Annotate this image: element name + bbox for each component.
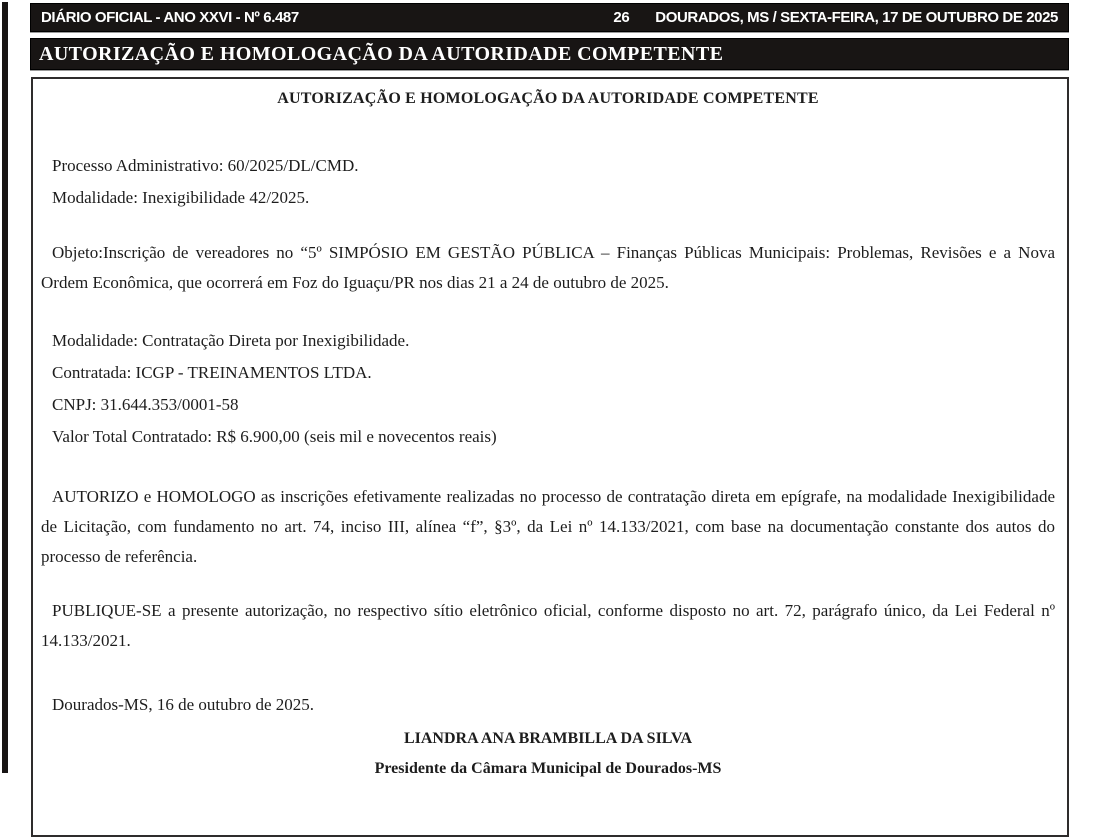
- authorization-paragraph: AUTORIZO e HOMOLOGO as inscrições efetivamente realizadas no processo de contratação direta em epígrafe, na modalidade Inexigibilidade de Licitação, com fundamento no art. 74, inciso III, alínea “f”, §3º, da Lei nº 14.133/2021, com base na documentação constante dos autos do processo de referência.: [41, 487, 1055, 566]
- modality-line: Modalidade: Inexigibilidade 42/2025.: [52, 188, 310, 207]
- section-header-title: AUTORIZAÇÃO E HOMOLOGAÇÃO DA AUTORIDADE COMPETENTE: [39, 42, 724, 65]
- document-box: [31, 77, 1069, 837]
- contractor-line: Contratada: ICGP - TREINAMENTOS LTDA.: [52, 363, 372, 382]
- masthead-right-group: [613, 9, 1058, 26]
- cnpj-line: CNPJ: 31.644.353/0001-58: [52, 395, 239, 414]
- total-value-line: Valor Total Contratado: R$ 6.900,00 (seis mil e novecentos reais): [52, 427, 497, 446]
- contract-modality-line: Modalidade: Contratação Direta por Inexigibilidade.: [52, 331, 410, 350]
- signature-title: Presidente da Câmara Municipal de Dourados-MS: [374, 760, 722, 777]
- publication-paragraph: PUBLIQUE-SE a presente autorização, no respectivo sítio eletrônico oficial, conforme disposto no art. 72, parágrafo único, da Lei Federal nº 14.133/2021.: [41, 601, 1055, 650]
- masthead-title: DIÁRIO OFICIAL - ANO XXVI - Nº 6.487: [41, 9, 299, 26]
- page-number: 26: [613, 9, 630, 26]
- section-header-bar: [30, 38, 1069, 70]
- signature-name: LIANDRA ANA BRAMBILLA DA SILVA: [403, 730, 693, 747]
- process-number-line: Processo Administrativo: 60/2025/DL/CMD.: [52, 156, 359, 175]
- masthead-bar: [30, 3, 1069, 32]
- object-paragraph: Objeto:Inscrição de vereadores no “5º SIMPÓSIO EM GESTÃO PÚBLICA – Finanças Públicas Municipais: Problemas, Revisões e a Nova Ordem Econômica, que ocorrerá em Foz do Iguaçu/PR nos dias 21 a 24 de outubro de 2025.: [41, 243, 1055, 292]
- page-edge-strip: [2, 2, 8, 773]
- masthead-date: DOURADOS, MS / SEXTA-FEIRA, 17 DE OUTUBRO DE 2025: [655, 9, 1058, 26]
- document-title: AUTORIZAÇÃO E HOMOLOGAÇÃO DA AUTORIDADE COMPETENTE: [277, 90, 819, 107]
- signature-date-line: Dourados-MS, 16 de outubro de 2025.: [52, 695, 315, 714]
